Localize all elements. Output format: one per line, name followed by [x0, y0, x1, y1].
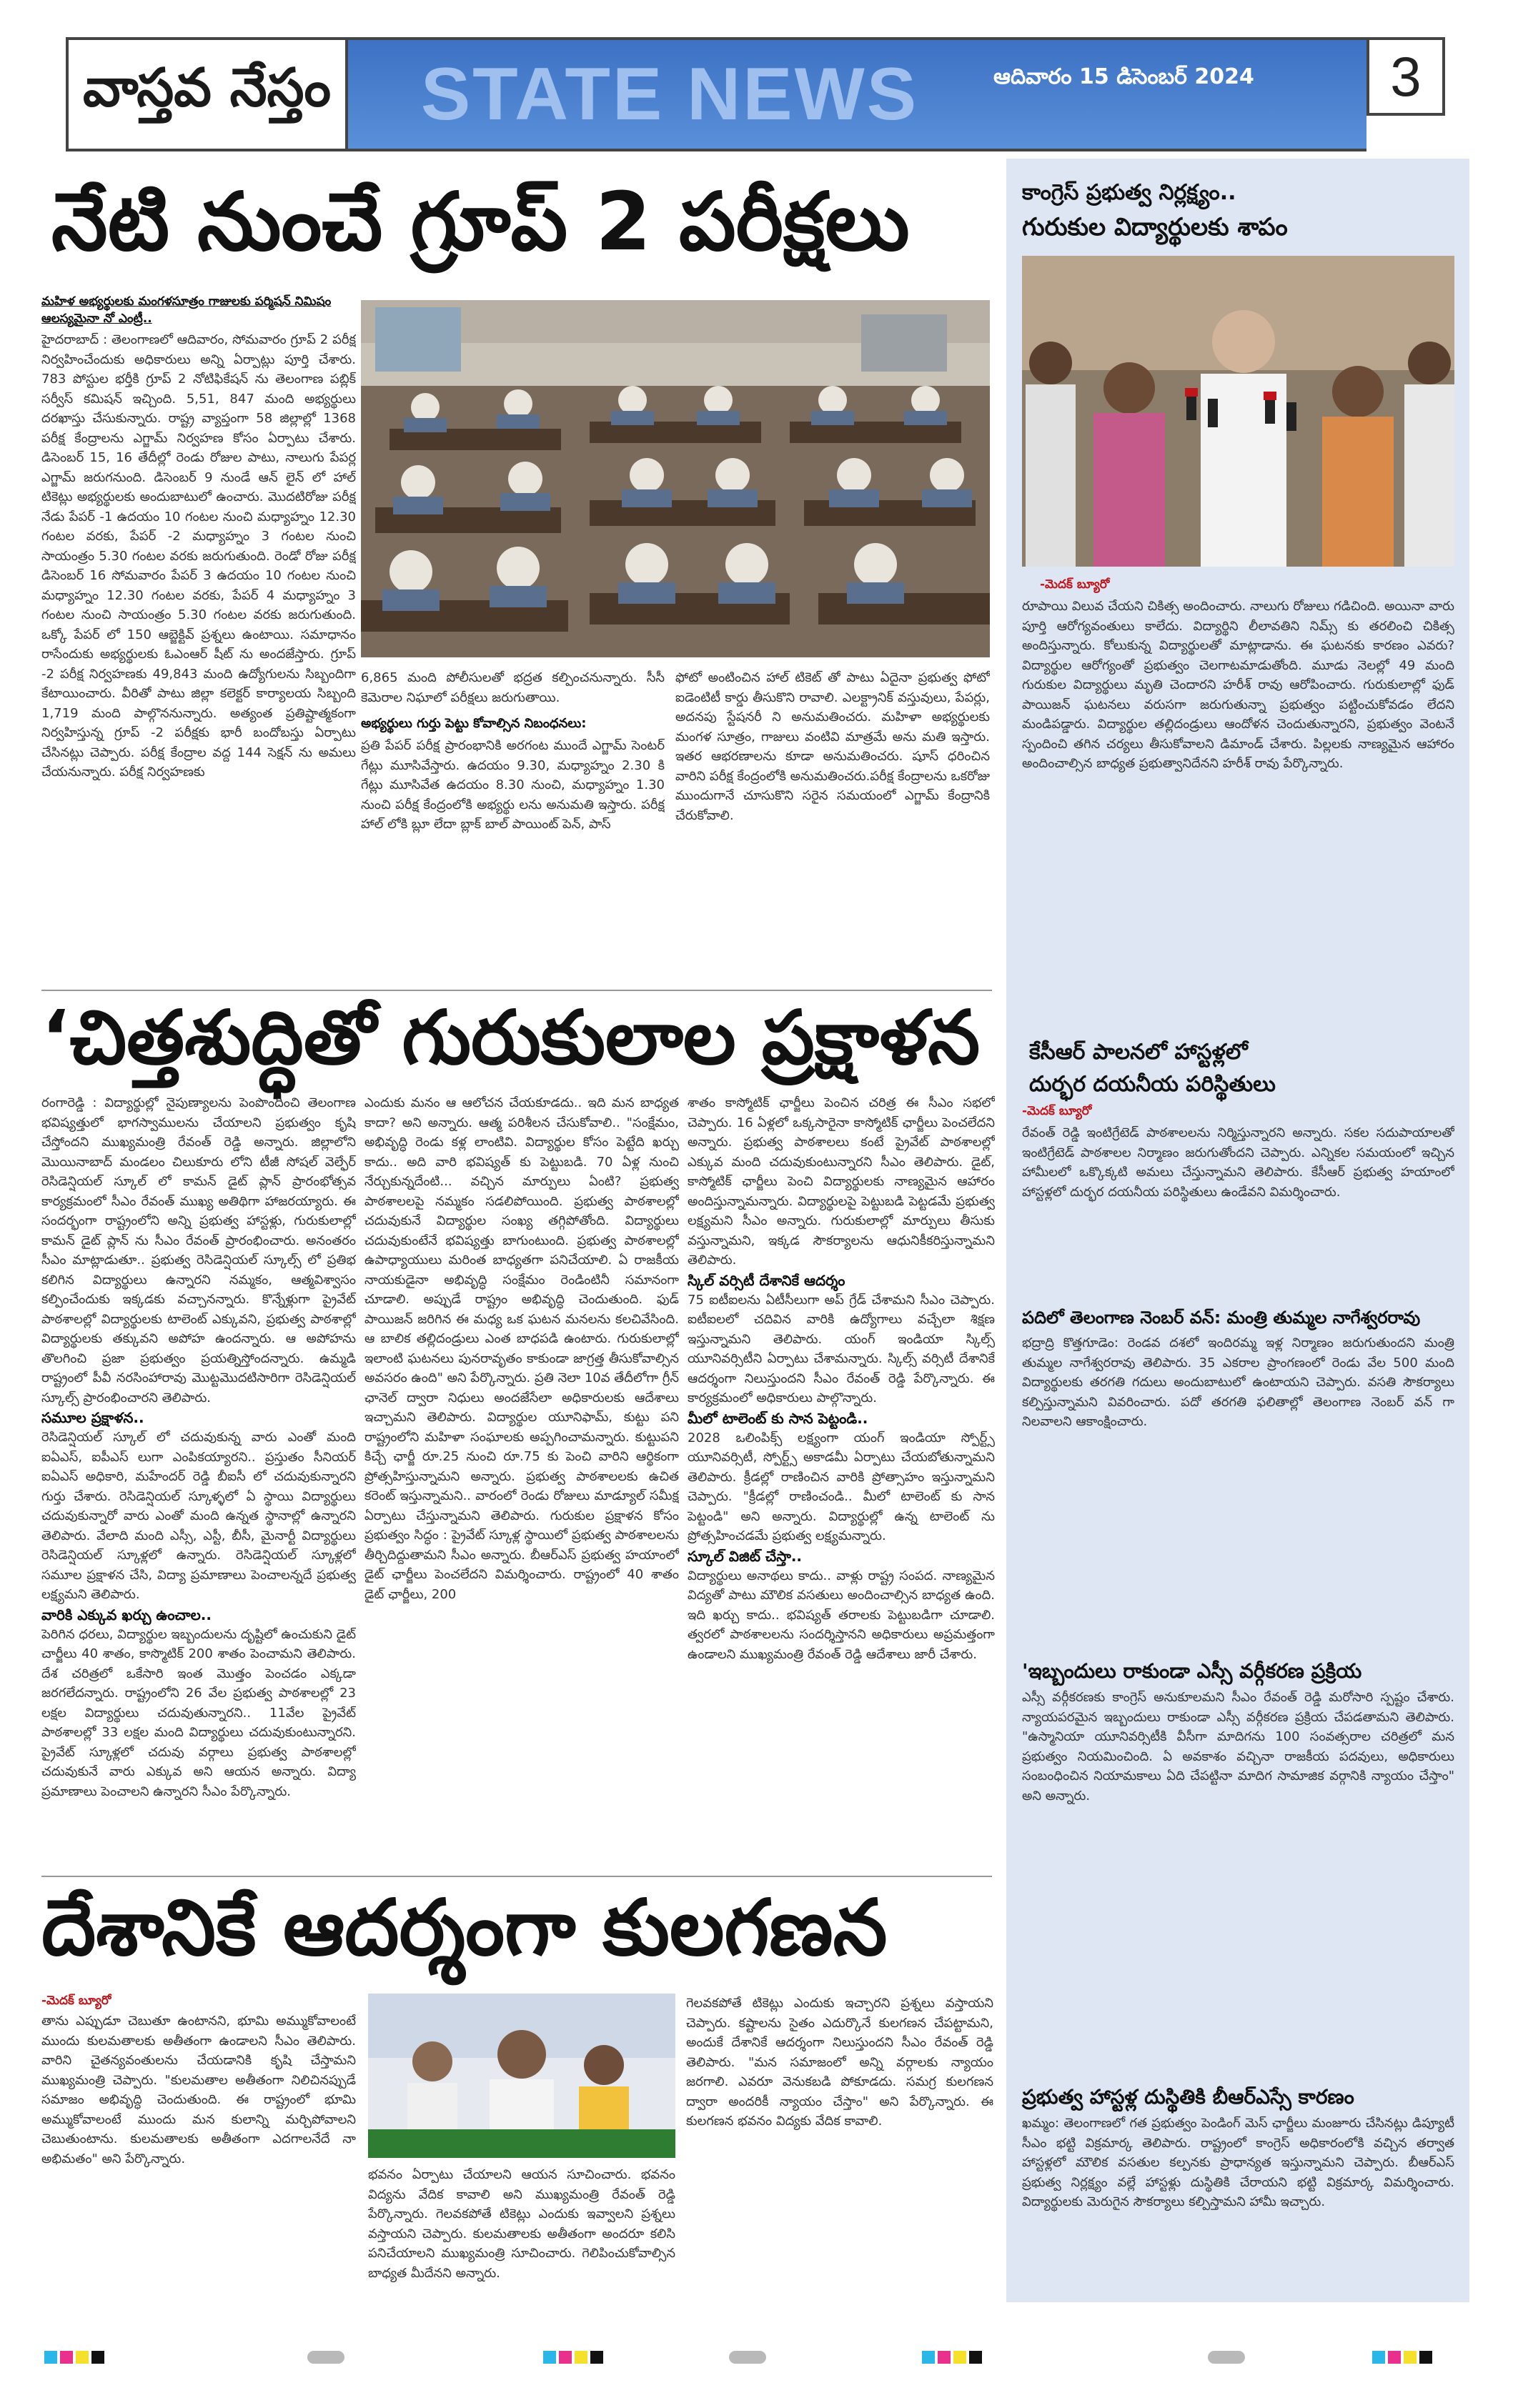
article2-col3-subhead2: మీలో టాలెంట్ కు సాన పెట్టండి..	[688, 1409, 868, 1427]
sidebar-credit2: -మెదక్ బ్యూరో	[1022, 1104, 1092, 1118]
article2-col3	[688, 1093, 995, 1869]
exam-hall-photo	[361, 300, 990, 657]
article3-credit: -మెదక్ బ్యూరో	[41, 1994, 111, 2008]
article3-col2: భవనం ఏర్పాటు చేయాలని ఆయన సూచించారు. భవనం విద్యను వేదిక కావాలి అని ముఖ్యమంత్రి రేవంత్ రెడ్డి పేర్కొన్నారు. గెలవకపోతే టికెట్లు ఎందుకు ఇవ్వాలని ప్రశ్నలు వస్తాయని చెప్పారు. కులమతాలకు అతీతంగా అందరూ కలిసి పనిచేయాలని ముఖ్యమంత్రి సూచించారు. గెలిపించుకోవాల్సిన బాధ్యత మీదేనని అన్నారు.	[368, 2167, 675, 2281]
masthead-logo: వాస్తవ నేస్తం	[66, 37, 348, 151]
sidebar-head3: పదిలో తెలంగాణ నెంబర్ వన్: మంత్రి తుమ్మల నాగేశ్వరరావు	[1022, 1308, 1421, 1328]
article2-col1-text2: రెసిడెన్షియల్ స్కూల్ లో చదువుకున్న వారు ఎంతో మంది ఐఏఎస్, ఐపీఎస్ లుగా ఎంపికయ్యారని.. ప్రస్తుతం సీనియర్ ఐఏఎస్ అధికారి, మహేందర్ రెడ్డి బీఐసీ లో చదువుకున్నారని గుర్తు చేశారు. రెసిడెన్షియల్ స్కూళ్ళలో ఏ స్థాయి విద్యార్థులు చదువుకున్నారో వారు ఎంతో మంది ఉన్నత స్థానాల్లో ఉన్నారని తెలిపారు. వేలాది మంది ఎస్సీ, ఎస్టీ, బీసీ, మైనార్టీ విద్యార్థులు రెసిడెన్షియల్ స్కూళ్లలో ఉన్నారు. రెసిడెన్షియల్ స్కూళ్లలో సమూల ప్రక్షాళన చేసి, విద్యా ప్రమాణాలు పెంచాలన్నదే ప్రభుత్వ లక్ష్యమని తెలిపారు.	[41, 1430, 356, 1602]
press-meet-photo	[1022, 256, 1454, 567]
sidebar-head5: ప్రభుత్వ హాస్టళ్ల దుస్థితికి బీఆర్ఎస్సే కారణం	[1022, 2085, 1354, 2109]
sidebar-body5: ఖమ్మం: తెలంగాణలో గత ప్రభుత్వం పెండింగ్ మెస్ ఛార్జీలు మంజూరు చేసినట్లు డిప్యూటీ సీఎం భట్టి విక్రమార్క తెలిపారు. రాష్ట్రంలో కాంగ్రెస్ అధికారంలోకి వచ్చిన తర్వాత హాస్టళ్లలో మౌలిక వసతుల కల్పనకు ప్రాధాన్యత ఇస్తున్నామని చెప్పారు. బీఆర్ఎస్ ప్రభుత్వ నిర్లక్ష్యం వల్లే హాస్టళ్లు దుస్థితికి చేరాయని భట్టి విక్రమార్క విమర్శించారు. విద్యార్థులకు మెరుగైన సౌకర్యాలు కల్పిస్తామని హామీ ఇచ్చారు.	[1022, 2116, 1454, 2209]
article3-headline: దేశానికే ఆదర్శంగా కులగణన	[41, 1884, 888, 1973]
article1-col2: ప్రతి పేపర్ పరీక్ష ప్రారంభానికి అరగంట ముందే ఎగ్జామ్ సెంటర్ గేట్లు మూసివేస్తారు. ఉదయం 9.30, మధ్యాహ్నం 2.30 కి గేట్లు మూసివేత ఉదయం 8.30 నుంచి, మధ్యాహ్నం 1.30 నుంచి పరీక్ష కేంద్రంలోకి అభ్యర్థు లను అనుమతి ఇస్తారు. పరీక్ష హాల్ లోకి బ్లూ లేదా బ్లాక్ బాల్ పాయింట్ పెన్, పాస్	[361, 738, 665, 832]
sidebar-credit1: -మెదక్ బ్యూరో	[1040, 577, 1110, 592]
article2-col3-subhead3: స్కూల్ విజిట్ చేస్తా..	[688, 1547, 803, 1565]
article1-col2-intro: 6,865 మంది పోలీసులతో భద్రత కల్పించనున్నారు. సీసీ కెమెరాల నిఘాలో పరీక్షలు జరుగుతాయి.	[361, 670, 665, 705]
registration-pill-3	[1208, 2351, 1245, 2364]
article2-headline: ‘చిత్తశుద్ధితో గురుకులాల ప్రక్షాళన	[41, 994, 981, 1081]
sidebar-body2: రేవంత్ రెడ్డి ఇంటిగ్రేటెడ్ పాఠశాలలను నిర్మిస్తున్నారని అన్నారు. సకల సదుపాయాలతో ఇంటిగ్రేటెడ్ పాఠశాలల నిర్మాణం జరుగుతోందని చెప్పారు. ఎన్నికల సమయంలో ఇచ్చిన హామీలలో ఒక్కొక్కటి అమలు చేస్తున్నామని తెలిపారు. కేసీఆర్ ప్రభుత్వ హయాంలో హాస్టళ్లలో దుర్భర దయనీయ పరిస్థితులు ఉండేవని విమర్శించారు.	[1022, 1125, 1454, 1200]
article2-col1-subhead2: వారికి ఎక్కువ ఖర్చు ఉంచాల..	[41, 1606, 212, 1623]
article1-headline: నేటి నుంచే గ్రూప్ 2 పరీక్షలు	[51, 176, 910, 269]
article2-col3-text: శాతం కాస్మోటిక్ ఛార్జీలు పెంచిన చరిత్ర ఈ సీఎం సభలో చెప్పారు. 16 ఏళ్లలో ఒక్కసారైనా కాస్మోటిక్ ఛార్జీలు పెంచలేదని అన్నారు. ప్రభుత్వ పాఠశాలలు కంటే ప్రైవేట్ పాఠశాలల్లో ఎక్కువ మంది చదువుకుంటున్నారని సీఎం తెలిపారు. డైట్, కాస్మోటిక్ ఛార్జీలు పెంచి విద్యార్థులకు నాణ్యమైన ఆహారం అందిస్తున్నామన్నారు. విద్యార్థులపై పెట్టుబడి పెట్టడమే ప్రభుత్వ లక్ష్యమని సీఎం అన్నారు. గురుకులాల్లో మార్పులు తీసుకు వస్తున్నామని, ఇక్కడ సౌకర్యాలను ఆధునికీకరిస్తున్నామని తెలిపారు.	[688, 1095, 995, 1268]
registration-marks-mid2	[922, 2351, 982, 2364]
sidebar-headline: గురుకుల విద్యార్థులకు శాపం	[1022, 213, 1288, 242]
article2-col1-subhead: సమూల ప్రక్షాళన..	[41, 1409, 144, 1426]
sidebar-body3: భద్రాద్రి కొత్తగూడెం: రెండవ దశలో ఇందిరమ్మ ఇళ్ల నిర్మాణం జరుగుతుందని మంత్రి తుమ్మల నాగేశ్వరరావు తెలిపారు. 35 ఎకరాల ప్రాంగణంలో రెండు వేల 500 మంది విద్యార్థులకు తరగతి గదులు అందుబాటులో ఉంటాయని చెప్పారు. వసతి సౌకర్యాలు కల్పిస్తున్నామని వివరించారు. పదో తరగతి ఫలితాల్లో తెలంగాణ నెంబర్ వన్ గా నిలవాలని ఆకాంక్షించారు.	[1022, 1335, 1454, 1429]
section-title: STATE NEWS	[420, 52, 919, 136]
sidebar-kicker: కాంగ్రెస్ ప్రభుత్వ నిర్లక్ష్యం..	[1022, 180, 1236, 205]
article2-col3-subhead: స్కిల్ వర్సిటీ దేశానికే ఆదర్శం	[688, 1271, 845, 1289]
article1-col1: హైదరాబాద్ : తెలంగాణలో ఆదివారం, సోమవారం గ్రూప్ 2 పరీక్ష నిర్వహించేందుకు అధికారులు అన్ని ఏర్పాట్లు పూర్తి చేశారు. 783 పోస్టుల భర్తీకి గ్రూప్ 2 నోటిఫికేషన్ ను తెలంగాణ పబ్లిక్ సర్వీస్ కమిషన్ ఇచ్చింది. 5,51, 847 మంది అభ్యర్థులు దరఖాస్తు చేసుకున్నారు. రాష్ట్ర వ్యాప్తంగా 58 జిల్లాల్లో 1368 పరీక్ష కేంద్రాలను ఎగ్జామ్ నిర్వహణ కోసం ఏర్పాటు చేశారు. డిసెంబర్ 15, 16 తేదీల్లో రెండు రోజుల పాటు, నాలుగు పేపర్ల ఎగ్జామ్ జరుగనుంది. డిసెంబర్ 9 నుండే ఆన్ లైన్ లో హాల్ టికెట్లు అభ్యర్థులకు అందుబాటులో ఉంచారు. మొదటిరోజు పరీక్ష నేడు పేపర్ -1 ఉదయం 10 గంటల నుంచి మధ్యాహ్నం 12.30 గంటల వరకు, పేపర్ -2 మధ్యాహ్నం 3 గంటల నుంచి సాయంత్రం 5.30 గంటల వరకు జరుగుతుంది. రెండో రోజు పరీక్ష డిసెంబర్ 16 సోమవారం పేపర్ 3 ఉదయం 10 గంటల నుంచి మధ్యాహ్నం 12.30 గంటల వరకు, పేపర్ 4 మధ్యాహ్నం 3 గంటల నుంచి సాయంత్రం 5.30 గంటల వరకు జరుగుతుంది. ఒక్కో పేపర్ లో 150 ఆబ్జెక్టివ్ ప్రశ్నలు ఉంటాయి. సమాధానం రాసేందుకు అభ్యర్థులకు ఓఎంఆర్ షీట్ ను అందజేస్తారు. గ్రూప్ -2 పరీక్ష నిర్వహణకు 49,843 మంది ఉద్యోగులను సిబ్బందిగా కేటాయించారు. వీరితో పాటు జిల్లా కలెక్టర్ కార్యాలయ సిబ్బంది 1,719 మంది పాల్గొననున్నారు. అత్యంత ప్రతిష్టాత్మకంగా నిర్వహిస్తున్న గ్రూప్ -2 పరీక్షకు భారీ బందోబస్తు ఏర్పాటు చేసినట్లు చెప్పారు. పరీక్ష కేంద్రాల వద్ద 144 సెక్షన్ ను అమలు చేయనున్నారు. పరీక్ష నిర్వహణకు	[41, 332, 356, 780]
sidebar-body1: రూపాయి విలువ చేయని చికిత్స అందించారు. నాలుగు రోజులు గడిచింది. అయినా వారు పూర్తి ఆరోగ్యవంతులు కాలేదు. విద్యార్థిని లీలావతిని నిమ్స్ కు తరలించి చికిత్స అందిస్తున్నారు. కోలుకున్న విద్యార్థులతో మాట్లాడాను. ఈ ఘటనకు కారణం ఎవరు? విద్యార్థుల ఆరోగ్యంతో ప్రభుత్వం చెలగాటమాడుతోంది. మూడు నెలల్లో 49 మంది గురుకుల విద్యార్థులు మృతి చెందారని హరీశ్ రావు ఆరోపించారు. గురుకులాల్లో ఫుడ్ పాయిజన్ ఘటనలు వరుసగా జరుగుతున్నా ప్రభుత్వం పట్టించుకోవడం లేదని మండిపడ్డారు. విద్యార్థుల తల్లిదండ్రులు ఆందోళన చెందుతున్నారని, ప్రభుత్వం వెంటనే స్పందించి తగిన చర్యలు తీసుకోవాలని డిమాండ్ చేశారు. పిల్లలకు నాణ్యమైన ఆహారం అందించాల్సిన బాధ్యత ప్రభుత్వానిదేనని హరీశ్ రావు పేర్కొన్నారు.	[1022, 599, 1454, 771]
article3-col1: తాను ఎప్పుడూ చెబుతూ ఉంటానని, భూమి అమ్ముకోవాలంటే ముందు కులమతాలకు అతీతంగా ఉండాలని సీఎం తెలిపారు. వారిని చైతన్యవంతులను చేయడానికి కృషి చేస్తామని ముఖ్యమంత్రి చెప్పారు. "కులమతాల అతీతంగా నిలిచినప్పుడే సమాజం అభివృద్ధి చెందుతుంది. ఈ రాష్ట్రంలో భూమి అమ్ముకోవాలంటే ముందు మన కులాన్ని మర్చిపోవాలని చెబుతుంటాను. కులమతాలకు అతీతంగా ఎదగాలనేదే నా అభిమతం" అని పేర్కొన్నారు.	[41, 2014, 356, 2166]
registration-pill-2	[729, 2351, 766, 2364]
article2-col3-text3: 2028 ఒలింపిక్స్ లక్ష్యంగా యంగ్ ఇండియా స్పోర్ట్స్ యూనివర్సిటీ, స్పోర్ట్స్ అకాడమీ ఏర్పాటు చేయబోతున్నామని తెలిపారు. క్రీడల్లో రాణించిన వారికి ప్రోత్సాహం ఇస్తున్నామని చెప్పారు. "క్రీడల్లో రాణించండి.. మీలో టాలెంట్ కు సాన పెట్టండి" అని అన్నారు. విద్యార్థుల్లో ఉన్న టాలెంట్ ను ప్రోత్సహించడమే ప్రభుత్వ లక్ష్యమన్నారు.	[688, 1430, 995, 1543]
article2-col1-text3: పెరిగిన ధరలు, విద్యార్థుల ఇబ్బందులను దృష్టిలో ఉంచుకుని డైట్ చార్జీలు 40 శాతం, కాస్మొటిక్ 200 శాతం పెంచామని తెలిపారు. దేశ చరిత్రలో ఒకేసారి ఇంత మొత్తం పెంచడం ఎక్కడా జరగలేదన్నారు. రాష్ట్రంలోని 26 వేల ప్రభుత్వ పాఠశాలల్లో 23 లక్షల విద్యార్థులు చదువుతున్నారని.. 11వేల ప్రైవేట్ పాఠశాలల్లో 33 లక్షల మంది విద్యార్థులు చదువుకుంటున్నారని. ప్రైవేట్ స్కూళ్లలో చదువు వర్గాలు ప్రభుత్వ పాఠశాలల్లో చదువుకునే వారు ఎక్కువ అని ఆయన అన్నారు. విద్యా ప్రమాణాలు పెంచాలని ఉన్నారని సీఎం పేర్కొన్నారు.	[41, 1626, 356, 1799]
article2-col2: ఎందుకు మనం ఆ ఆలోచన చేయకూడదు.. ఇది మన బాధ్యత కాదా? అని అన్నారు. ఆత్మ పరిశీలన చేసుకోవాలి.. "సంక్షేమం, అభివృద్ధి రెండు కళ్ల లాంటివి. విద్యార్థుల కోసం పెట్టేది ఖర్చు కాదు.. అది వారి భవిష్యత్ కు పెట్టుబడి. 70 ఏళ్ల నుంచి నేర్చుకున్నదేంటి... వచ్చిన మార్పులు ఏంటి? ప్రభుత్వ పాఠశాలలపై నమ్మకం సడలిపోయింది. ప్రభుత్వ పాఠశాలల్లో చదువుకునే విద్యార్థుల సంఖ్య తగ్గిపోతోంది. విద్యార్థులు చదువుకుంటేనే భవిష్యత్తు బాగుంటుంది. ప్రభుత్వ పాఠశాలల్లో ఉపాధ్యాయులు మరింత బాధ్యతగా పనిచేయాలి. ఏ రాజకీయ నాయకుడైనా అభివృద్ధి సంక్షేమం రెండింటినీ సమానంగా చూడాలి. అప్పుడే రాష్ట్రం అభివృద్ధి చెందుతుంది. ఫుడ్ పాయిజన్ జరిగిన ఈ మధ్య ఒక ఘటన మనలను కలచివేసింది. ఆ బాలిక తల్లిదండ్రులు ఎంత బాధపడి ఉంటారు. గురుకులాల్లో ఇలాంటి ఘటనలు పునరావృతం కాకుండా జాగ్రత్త తీసుకోవాల్సిన అవసరం ఉంది" అని పేర్కొన్నారు. ప్రతి నెలా 10వ తేదీలోగా గ్రీన్ ఛానెల్ ద్వారా నిధులు అందజేసేలా అధికారులకు ఆదేశాలు ఇచ్చామని తెలిపారు. విద్యార్థుల యూనిఫామ్, కుట్టు పని రాష్ట్రంలోని మహిళా సంఘాలకు అప్పగించామన్నారు. కుట్టుపని కిచ్చే ఛార్జీ రూ.25 నుంచి రూ.75 కు పెంచి వారిని ఆర్థికంగా ప్రోత్సహిస్తున్నామని అన్నారు. ప్రభుత్వ పాఠశాలలకు ఉచిత కరెంట్ ఇస్తున్నామని.. వారంలో రెండు రోజులు మాడ్యూల్ సమీక్ష ఏర్పాటు చేస్తున్నామని తెలిపారు. గురుకుల ప్రక్షాళన కోసం ప్రభుత్వం సిద్ధం : ప్రైవేట్ స్కూళ్ల స్థాయిలో ప్రభుత్వ పాఠశాలలను తీర్చిదిద్దుతామని సీఎం అన్నారు. బీఆర్ఎస్ ప్రభుత్వ హయాంలో డైట్ ఛార్జీలు పెంచలేదని విమర్శించారు. రాష్ట్రంలో 40 శాతం డైట్ ఛార్జీలు, 200	[364, 1095, 679, 1602]
article2-col3-text4: విద్యార్థులు అనాథలు కాదు.. వాళ్లు రాష్ట్ర సంపద. నాణ్యమైన విద్యతో పాటు మౌలిక వసతులు అందించాల్సిన బాధ్యత ఉంది. ఇది ఖర్చు కాదు.. భవిష్యత్ తరాలకు పెట్టుబడిగా చూడాలి. త్వరలో పాఠశాలలను సందర్శిస్తానని అధికారులు అప్రమత్తంగా ఉండాలని ముఖ్యమంత్రి రేవంత్ రెడ్డి ఆదేశాలు జారీ చేశారు.	[688, 1568, 995, 1662]
article1-col3: ఫోటో అంటించిన హాల్ టికెట్ తో పాటు ఏదైనా ప్రభుత్వ ఫోటో ఐడెంటిటీ కార్డు తీసుకొని రావాలి. ఎలక్ట్రానిక్ వస్తువులు, పేపర్లు, అదనపు స్టేషనరీ ని అనుమతించరు. మహిళా అభ్యర్థులకు మంగళ సూత్రం, గాజులు వంటివి మాత్రమే అను మతి ఇస్తారు. ఇతర ఆభరణాలను కూడా అనుమతించరు. షూస్ ధరించిన వారిని పరీక్ష కేంద్రంలోకి అనుమతించరు.పరీక్ష కేంద్రాలను ఒకరోజు ముందుగానే చూసుకొని సరైన సమయంలో ఎగ్జామ్ కేంద్రానికి చేరుకోవాలి.	[675, 670, 990, 823]
article2-col1	[41, 1093, 356, 1869]
registration-marks-right	[1372, 2351, 1432, 2364]
sidebar-head2a: కేసీఆర్ పాలనలో హాస్టళ్లలో	[1029, 1040, 1248, 1065]
cm-event-photo	[368, 1994, 675, 2158]
issue-date: ఆదివారం 15 డిసెంబర్ 2024	[993, 64, 1254, 89]
article1-col2-subhead: అభ్యర్థులు గుర్తు పెట్టు కోవాల్సిన నిబంధనలు:	[361, 716, 587, 731]
article3-col3: గెలవకపోతే టికెట్లు ఎందుకు ఇచ్చారని ప్రశ్నలు వస్తాయని చెప్పారు. కష్టాలను సైతం ఎదుర్కొనే కులగణన చేపట్టామని, అందుకే దేశానికే ఆదర్శంగా నిలుస్తుందని సీఎం రేవంత్ రెడ్డి తెలిపారు. "మన సమాజంలో అన్ని వర్గాలకు న్యాయం జరగాలి. ఎవరూ వెనుకబడి పోకూడదు. సమగ్ర కులగణన ద్వారా అందరికీ న్యాయం చేస్తాం" అని పేర్కొన్నారు. ఈ కులగణన భవనం విద్యకు వేదిక కావాలి.	[686, 1996, 993, 2129]
article2-col3-text2: 75 ఐటీఐలను ఏటీసీలుగా అప్ గ్రేడ్ చేశామని సీఎం చెప్పారు. ఐటీఐలలో చదివిన వారికి ఉద్యోగాలు వచ్చేలా శిక్షణ ఇస్తున్నామని తెలిపారు. యంగ్ ఇండియా స్కిల్స్ యూనివర్సిటీని ఏర్పాటు చేశామన్నారు. స్కిల్స్ వర్సిటీ దేశానికే ఆదర్శంగా నిలుస్తుందని సీఎం రేవంత్ రెడ్డి పేర్కొన్నారు. ఈ కార్యక్రమంలో అధికారులు పాల్గొన్నారు.	[688, 1292, 995, 1406]
article2-col1-text: రంగారెడ్డి : విద్యార్థుల్లో నైపుణ్యాలను పెంపొందించి తెలంగాణ భవిష్యత్తులో భాగస్వాములను చేయాలని ప్రభుత్వం కృషి చేస్తోందని ముఖ్యమంత్రి రేవంత్ రెడ్డి అన్నారు. జిల్లాలోని మొయినాబాద్ మండలం చిలుకూరు లోని టీజీ సోషల్ వెల్ఫేర్ రెసిడెన్షియల్ స్కూల్ లో కామన్ డైట్ ప్లాన్ ప్రారంభోత్సవ కార్యక్రమంలో సీఎం రేవంత్ ముఖ్య అతిథిగా హాజరయ్యారు. ఈ సందర్భంగా రాష్ట్రంలోని అన్ని ప్రభుత్వ హాస్టళ్లు, గురుకులాల్లో కామన్ డైట్ ప్లాన్ ను సీఎం రేవంత్ ప్రారంభించారు. అనంతరం సీఎం మాట్లాడుతూ.. ప్రభుత్వ రెసిడెన్షియల్ స్కూల్స్ లో ప్రతిభ కలిగిన విద్యార్థులు ఉన్నారని నమ్మకం, ఆత్మవిశ్వాసం కల్పించేందుకు ఇక్కడకు వచ్చానన్నారు. కొన్నేళ్లుగా ప్రైవేట్ పాఠశాలల్లో విద్యార్థులకు టాలెంట్ ఎక్కువని, ప్రభుత్వ పాఠశాల్లో విద్యార్థులకు తక్కువని అపోహ ఉందన్నారు. ఆ అపోహను తొలగించి ప్రజా ప్రభుత్వం ప్రయత్నిస్తోందన్నారు. ఉమ్మడి రాష్ట్రంలో పీవీ నరసింహారావు మొట్టమొదటిసారిగా రెసిడెన్షియల్ స్కూల్స్ ప్రారంభించారని తెలిపారు.	[41, 1095, 356, 1406]
registration-marks-left	[44, 2351, 104, 2364]
registration-marks-mid	[543, 2351, 603, 2364]
registration-pill-1	[307, 2351, 344, 2364]
article1-lede: మహిళ అభ్యర్థులకు మంగళసూత్రం గాజులకు పర్మిషన్ నిమిషం ఆలస్యమైనా నో ఎంట్రీ..	[41, 294, 332, 326]
page-number: 3	[1366, 37, 1445, 116]
sidebar-body4: ఎస్సీ వర్గీకరణకు కాంగ్రెస్ అనుకూలమని సీఎం రేవంత్ రెడ్డి మరోసారి స్పష్టం చేశారు. న్యాయపరమైన ఇబ్బందులు రాకుండా ఎస్సీ వర్గీకరణ ప్రక్రియ చేపడతామని తెలిపారు. "ఉస్మానియా యూనివర్సిటీకి వీసీగా మాదిగను 100 సంవత్సరాల చరిత్రలో మన ప్రభుత్వం నియమించింది. ఏ అవకాశం వచ్చినా రాజకీయ పదవులు, అధికారులు సంబంధించిన నియామకాలు ఏది చేపట్టినా మాదిగ సామాజిక వర్గానికి న్యాయం చేస్తాం" అని అన్నారు.	[1022, 1690, 1454, 1803]
sidebar-head2b: దుర్భర దయనీయ పరిస్థితులు	[1029, 1072, 1276, 1097]
sidebar-head4: 'ఇబ్బందులు రాకుండా ఎస్సీ వర్గీకరణ ప్రక్రియ	[1022, 1659, 1362, 1683]
